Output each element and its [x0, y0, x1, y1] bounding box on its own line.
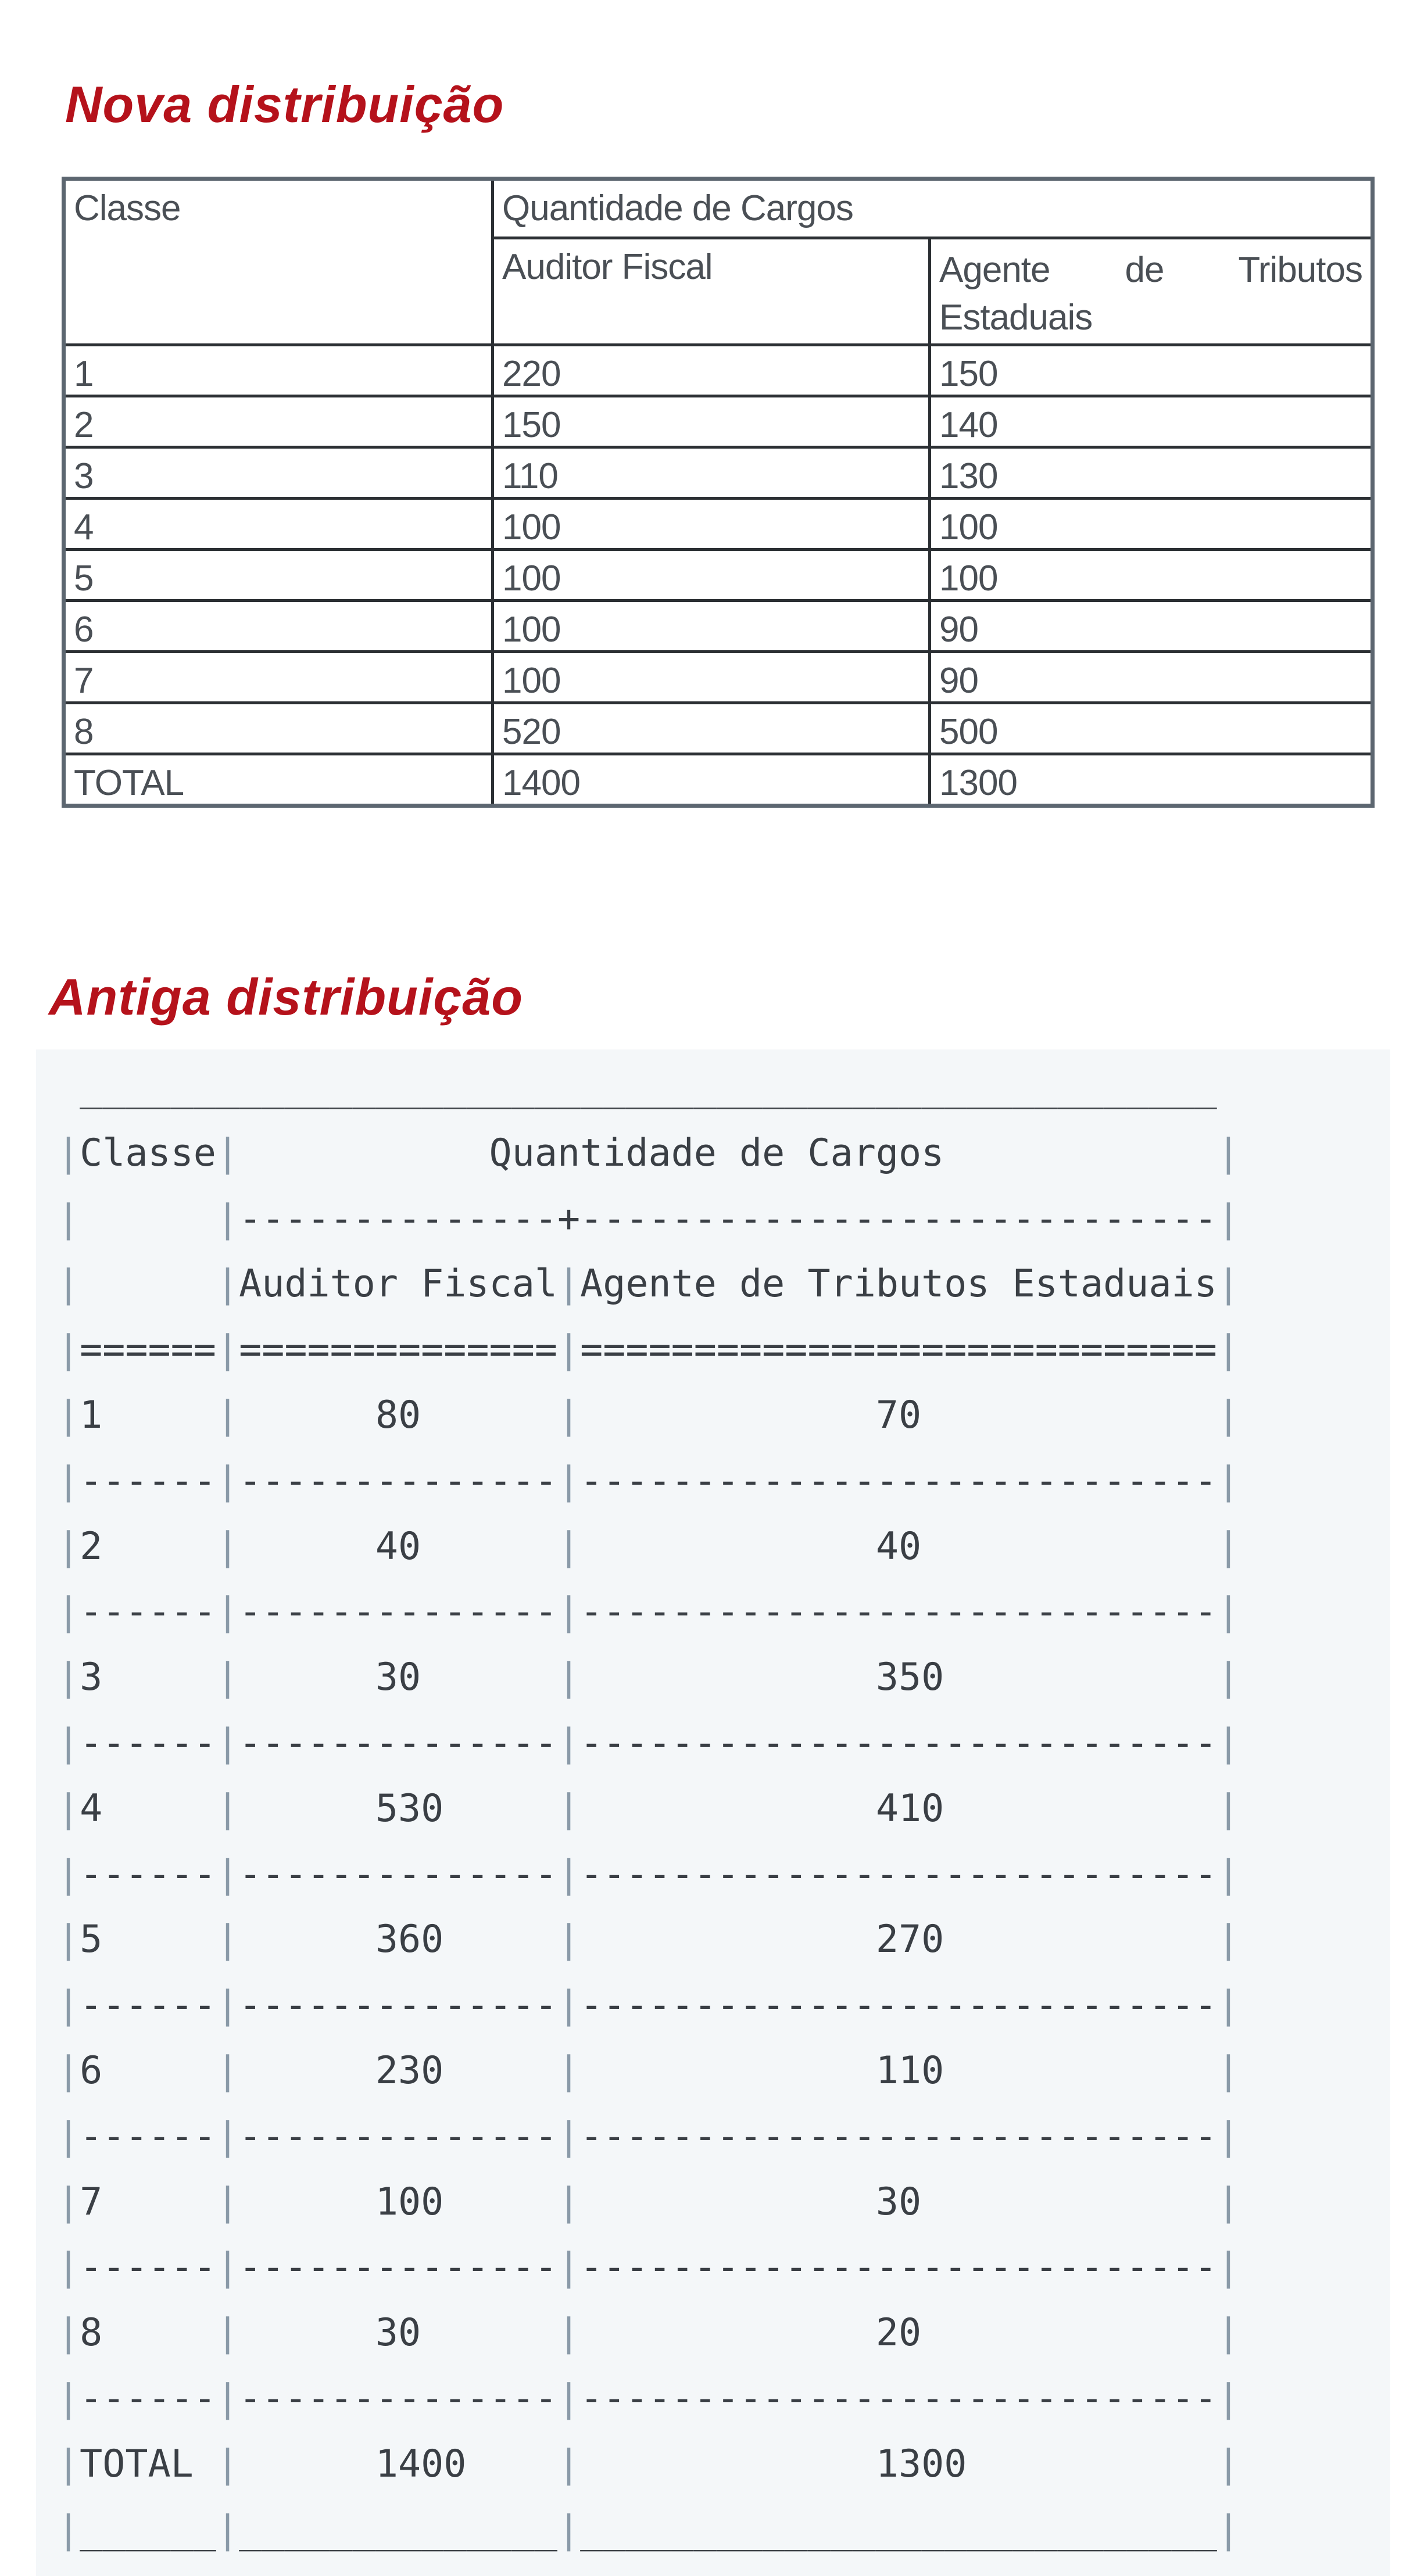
cell-classe: 3	[80, 1656, 216, 1700]
cell-agente: 500	[930, 703, 1373, 754]
table-row	[64, 601, 1373, 652]
ascii-separator: |------|--------------|----------------------------|	[57, 2376, 1240, 2420]
cell-agente: 100	[930, 499, 1373, 550]
cell-classe: 2	[64, 396, 493, 447]
cell-auditor: 100	[493, 652, 930, 703]
cell-agente: 410	[580, 1786, 1217, 1830]
nova-distribuicao-table	[62, 177, 1375, 808]
cell-classe: 4	[64, 499, 493, 550]
total-row	[64, 754, 1373, 806]
cell-total-auditor: 1400	[239, 2442, 557, 2486]
cell-agente: 40	[580, 1524, 1217, 1568]
cell-classe: 6	[80, 2048, 216, 2093]
ascii-separator: |------|--------------|----------------------------|	[57, 1590, 1240, 1634]
table-row	[64, 345, 1373, 396]
cell-auditor: 150	[493, 396, 930, 447]
antiga-distribuicao-title: Antiga distribuição	[49, 968, 523, 1026]
cell-agente: 70	[580, 1393, 1217, 1437]
header-agente-de-tributos: Agente de Tributos Estaduais	[930, 238, 1373, 345]
cell-classe: 2	[80, 1524, 216, 1568]
cell-agente: 30	[580, 2180, 1217, 2224]
ascii-table	[57, 1055, 1240, 2563]
cell-auditor: 100	[239, 2180, 557, 2224]
ascii-subheader-row: | |Auditor Fiscal|Agente de Tributos Estaduais|	[57, 1262, 1240, 1306]
cell-agente: 270	[580, 1918, 1217, 1962]
nova-distribuicao-title: Nova distribuição	[65, 76, 504, 133]
table-row	[64, 499, 1373, 550]
cell-auditor: 30	[239, 2311, 557, 2355]
cell-auditor: 530	[239, 1786, 557, 1830]
cell-classe: 1	[64, 345, 493, 396]
cell-classe: 4	[80, 1786, 216, 1830]
cell-agente: 140	[930, 396, 1373, 447]
cell-auditor: 230	[239, 2048, 557, 2093]
cell-auditor: 100	[493, 499, 930, 550]
cell-classe: 5	[64, 550, 493, 601]
header-quantidade-de-cargos: Quantidade de Cargos	[239, 1131, 1217, 1175]
header-row	[64, 179, 1373, 238]
cell-agente: 90	[930, 652, 1373, 703]
ascii-header-row: |Classe| Quantidade de Cargos |	[57, 1131, 1240, 1175]
cell-total-agente: 1300	[580, 2442, 1217, 2486]
cell-classe: 1	[80, 1393, 216, 1437]
table-row	[64, 396, 1373, 447]
cell-agente: 130	[930, 447, 1373, 499]
cell-agente: 100	[930, 550, 1373, 601]
ascii-separator: |------|--------------|----------------------------|	[57, 1721, 1240, 1765]
cell-classe: 8	[64, 703, 493, 754]
ascii-separator: |------|--------------|----------------------------|	[57, 2245, 1240, 2290]
header-auditor-fiscal: Auditor Fiscal	[239, 1262, 557, 1306]
header-quantidade-de-cargos: Quantidade de Cargos	[493, 179, 1373, 238]
header-agente-de-tributos: Agente de Tributos Estaduais	[580, 1262, 1217, 1306]
ascii-separator: |------|--------------|----------------------------|	[57, 2114, 1240, 2158]
table-row	[64, 703, 1373, 754]
ascii-data-row: |5 | 360 | 270 |	[57, 1918, 1240, 1962]
ascii-separator: | |--------------+----------------------------|	[57, 1196, 1240, 1241]
cell-agente: 20	[580, 2311, 1217, 2355]
cell-total-auditor: 1400	[493, 754, 930, 806]
cell-auditor: 100	[493, 550, 930, 601]
cell-agente: 350	[580, 1656, 1217, 1700]
cell-agente: 150	[930, 345, 1373, 396]
table-row	[64, 447, 1373, 499]
ascii-separator: |------|--------------|----------------------------|	[57, 1852, 1240, 1896]
cell-classe: 6	[64, 601, 493, 652]
cell-auditor: 520	[493, 703, 930, 754]
ascii-data-row: |7 | 100 | 30 |	[57, 2180, 1240, 2224]
cell-classe: 7	[80, 2180, 216, 2224]
table-row	[64, 652, 1373, 703]
cell-auditor: 110	[493, 447, 930, 499]
header-classe: Classe	[80, 1131, 216, 1175]
ascii-data-row: |4 | 530 | 410 |	[57, 1786, 1240, 1830]
antiga-distribuicao-block	[36, 1049, 1390, 2576]
cell-auditor: 220	[493, 345, 930, 396]
cell-auditor: 360	[239, 1918, 557, 1962]
cell-auditor: 80	[239, 1393, 557, 1437]
cell-total-label: TOTAL	[80, 2442, 216, 2486]
ascii-data-row: |2 | 40 | 40 |	[57, 1524, 1240, 1568]
ascii-data-row: |3 | 30 | 350 |	[57, 1656, 1240, 1700]
cell-classe: 8	[80, 2311, 216, 2355]
ascii-separator: |------|--------------|----------------------------|	[57, 1459, 1240, 1503]
ascii-data-row: |1 | 80 | 70 |	[57, 1393, 1240, 1437]
header-auditor-fiscal: Auditor Fiscal	[493, 238, 930, 345]
table-row	[64, 550, 1373, 601]
cell-classe: 7	[64, 652, 493, 703]
cell-classe: 5	[80, 1918, 216, 1962]
ascii-data-row: |6 | 230 | 110 |	[57, 2048, 1240, 2093]
ascii-bottom-border: |______|______________|____________________________|	[57, 2507, 1240, 2552]
ascii-top-border: __________________________________________________	[57, 1066, 1217, 1109]
cell-auditor: 40	[239, 1524, 557, 1568]
cell-total-label: TOTAL	[64, 754, 493, 806]
cell-auditor: 100	[493, 601, 930, 652]
ascii-separator: |------|--------------|----------------------------|	[57, 1983, 1240, 2027]
cell-agente: 90	[930, 601, 1373, 652]
ascii-total-row: |TOTAL | 1400 | 1300 |	[57, 2442, 1240, 2486]
ascii-data-row: |8 | 30 | 20 |	[57, 2311, 1240, 2355]
cell-auditor: 30	[239, 1656, 557, 1700]
ascii-double-separator: |======|==============|============================|	[57, 1328, 1240, 1372]
cell-classe: 3	[64, 447, 493, 499]
header-classe: Classe	[64, 179, 493, 345]
cell-total-agente: 1300	[930, 754, 1373, 806]
cell-agente: 110	[580, 2048, 1217, 2093]
